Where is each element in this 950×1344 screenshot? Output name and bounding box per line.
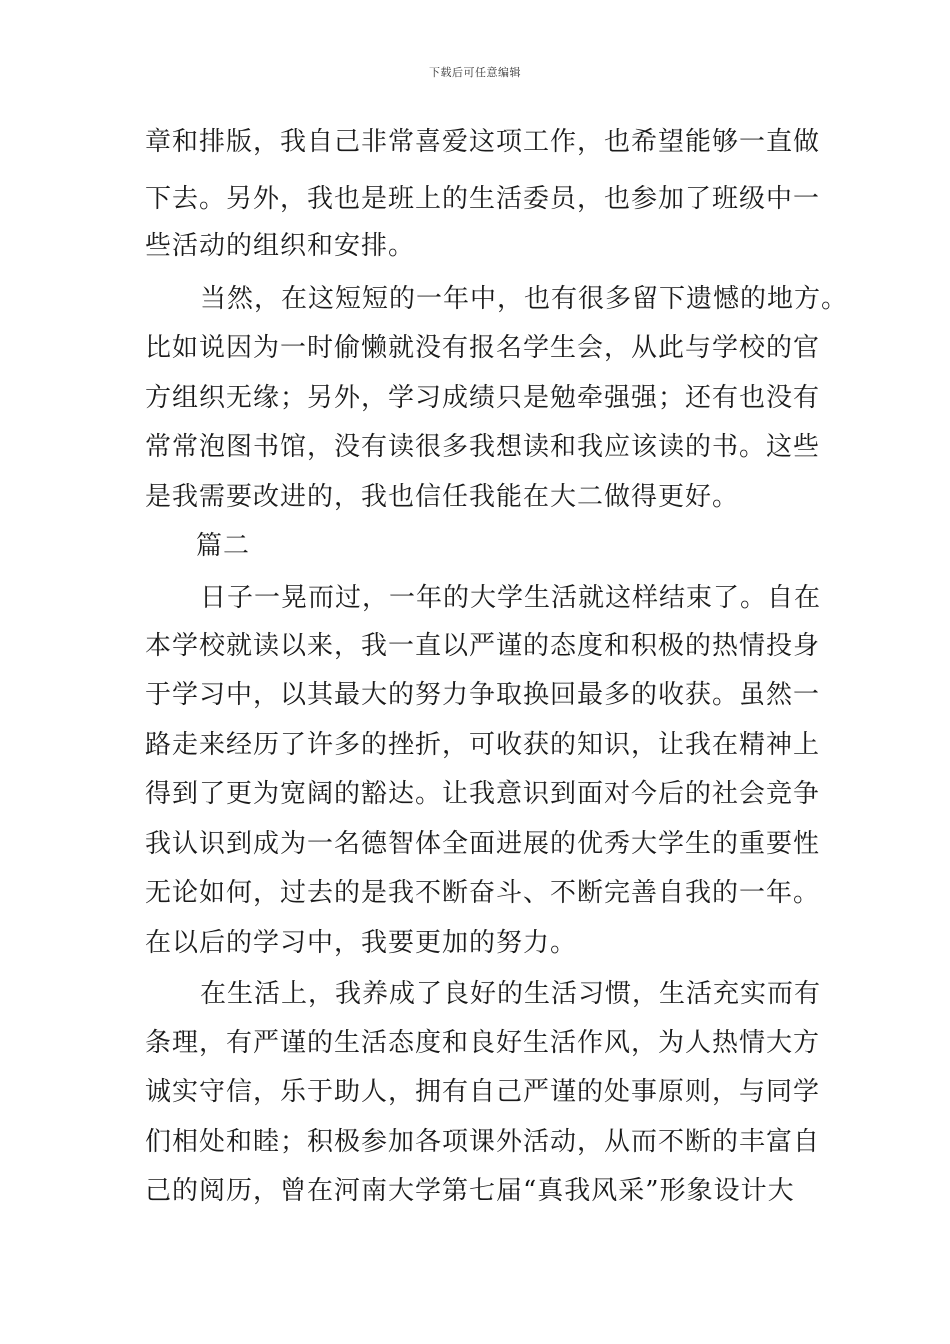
paragraph-first-line: 日子一晃而过，一年的大学生活就这样结束了。自在 bbox=[200, 583, 822, 613]
text-line: 下去。另外，我也是班上的生活委员，也参加了班级中一 bbox=[145, 184, 821, 214]
paragraph-first-line: 在生活上，我养成了良好的生活习惯，生活充实而有 bbox=[200, 979, 822, 1009]
text-line: 于学习中，以其最大的努力争取换回最多的收获。虽然一 bbox=[145, 680, 821, 710]
section-heading: 篇二 bbox=[196, 531, 251, 561]
text-line: 己的阅历，曾在河南大学第七届“真我风采”形象设计大 bbox=[145, 1176, 795, 1206]
text-line: 得到了更为宽阔的豁达。让我意识到面对今后的社会竞争 bbox=[145, 779, 821, 809]
text-line: 本学校就读以来，我一直以严谨的态度和积极的热情投身 bbox=[145, 631, 821, 661]
paragraph-first-line: 当然，在这短短的一年中，也有很多留下遗憾的地方。 bbox=[200, 284, 849, 314]
text-line: 路走来经历了许多的挫折，可收获的知识，让我在精神上 bbox=[145, 730, 821, 760]
text-line: 无论如何，过去的是我不断奋斗、不断完善自我的一年。 bbox=[145, 878, 821, 908]
text-line: 条理，有严谨的生活态度和良好生活作风，为人热情大方 bbox=[145, 1028, 821, 1058]
text-line: 些活动的组织和安排。 bbox=[145, 231, 416, 261]
page-header: 下载后可任意编辑 bbox=[429, 66, 521, 79]
text-line: 章和排版，我自己非常喜爱这项工作，也希望能够一直做 bbox=[145, 127, 821, 157]
text-line: 诚实守信，乐于助人，拥有自己严谨的处事原则，与同学 bbox=[145, 1077, 821, 1107]
text-line: 在以后的学习中，我要更加的努力。 bbox=[145, 928, 578, 958]
text-line: 方组织无缘；另外，学习成绩只是勉牵强强；还有也没有 bbox=[145, 383, 821, 413]
text-line: 是我需要改进的，我也信任我能在大二做得更好。 bbox=[145, 482, 740, 512]
text-line: 比如说因为一时偷懒就没有报名学生会，从此与学校的官 bbox=[145, 333, 821, 363]
text-line: 们相处和睦；积极参加各项课外活动，从而不断的丰富自 bbox=[145, 1127, 821, 1157]
text-line: 我认识到成为一名德智体全面进展的优秀大学生的重要性 bbox=[145, 829, 821, 859]
text-line: 常常泡图书馆，没有读很多我想读和我应该读的书。这些 bbox=[145, 432, 821, 462]
